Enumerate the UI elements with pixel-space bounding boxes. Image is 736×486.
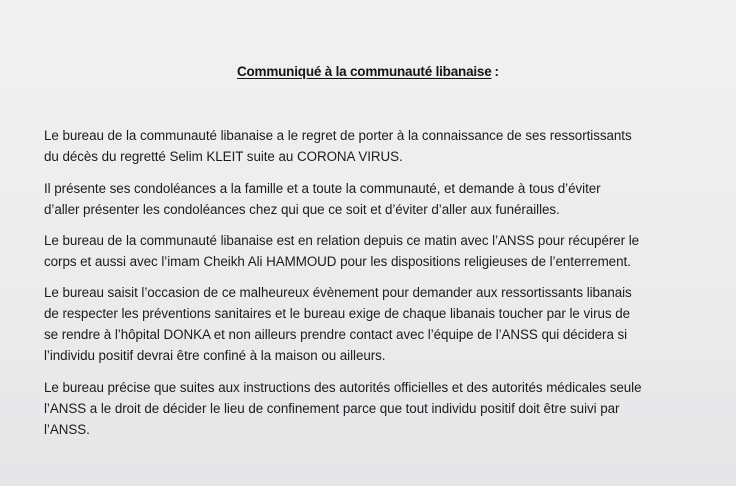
paragraph-death-announcement xyxy=(44,125,704,167)
paragraph-sanitary-measures xyxy=(44,282,704,366)
paragraph-line: Il présente ses condoléances a la famille et a toute la communauté, et demande à tous d’éviter xyxy=(44,181,601,196)
paragraph-anss-relation xyxy=(44,230,704,272)
document-title: Communiqué à la communauté libanaise xyxy=(236,64,492,79)
paragraph-line: l’ANSS a le droit de décider le lieu de confinement parce que tout individu positif doit être suivi par xyxy=(44,401,620,416)
paragraph-line: de respecter les préventions sanitaires et le bureau exige de chaque libanais toucher par le virus de xyxy=(44,306,630,321)
paragraph-line: corps et aussi avec l’imam Cheikh Ali HAMMOUD pour les dispositions religieuses de l’enterrement. xyxy=(44,254,631,269)
paragraph-line: du décès du regretté Selim KLEIT suite au CORONA VIRUS. xyxy=(44,149,403,164)
paragraph-line: l’ANSS. xyxy=(44,422,90,437)
paragraph-line: d’aller présenter les condoléances chez qui que ce soit et d’éviter d’aller aux funérailles. xyxy=(44,202,560,217)
paragraph-line: Le bureau saisit l’occasion de ce malheureux évènement pour demander aux ressortissants libanais xyxy=(44,285,632,300)
paragraph-condolences xyxy=(44,178,704,220)
paragraph-line: Le bureau de la communauté libanaise a le regret de porter à la connaissance de ses ressortissants xyxy=(44,128,632,143)
title-colon: : xyxy=(494,64,500,79)
paragraph-line: Le bureau précise que suites aux instructions des autorités officielles et des autorités médicales seule xyxy=(44,380,642,395)
title-block xyxy=(0,63,736,81)
paragraph-line: l’individu positif devrai être confiné à la maison ou ailleurs. xyxy=(44,348,386,363)
paragraph-confinement xyxy=(44,377,704,440)
paragraph-line: se rendre à l’hôpital DONKA et non ailleurs prendre contact avec l’équipe de l’ANSS qui décidera si xyxy=(44,327,628,342)
paragraph-line: Le bureau de la communauté libanaise est en relation depuis ce matin avec l’ANSS pour récupérer le xyxy=(44,233,640,248)
